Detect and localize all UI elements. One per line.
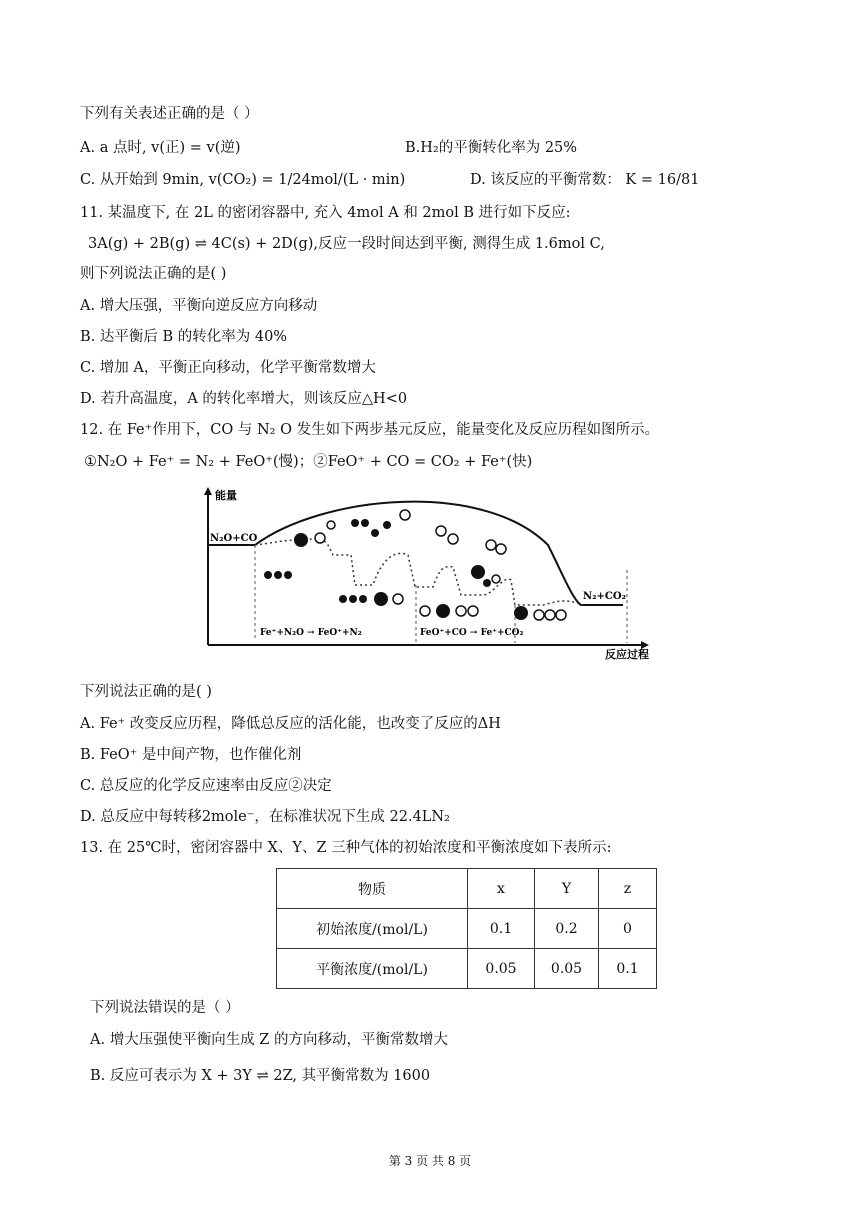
energy-axis-arrow bbox=[204, 487, 212, 495]
step2-label: FeO⁺+CO → Fe⁺+CO₂ bbox=[420, 628, 524, 638]
table-header-cell: z bbox=[599, 869, 657, 909]
q10-option-d: D. 该反应的平衡常数： K = 16/81 bbox=[470, 172, 700, 188]
start-label: N₂O+CO bbox=[210, 533, 258, 544]
table-cell: 平衡浓度/(mol/L) bbox=[277, 949, 468, 989]
q10-option-b: B.H₂的平衡转化率为 25% bbox=[405, 140, 578, 156]
q12-stem: 12. 在 Fe⁺作用下，CO 与 N₂ O 发生如下两步基元反应，能量变化及反应历程如图所示。 bbox=[80, 422, 660, 438]
energy-diagram bbox=[203, 485, 653, 663]
table-header-cell: x bbox=[468, 869, 535, 909]
q13-prompt: 下列说法错误的是（ ） bbox=[90, 1000, 240, 1016]
q12-option-c: C. 总反应的化学反应速率由反应②决定 bbox=[80, 778, 332, 794]
table-header-cell: Y bbox=[535, 869, 599, 909]
q12-option-a: A. Fe⁺ 改变反应历程，降低总反应的活化能，也改变了反应的ΔH bbox=[80, 716, 501, 732]
table-row bbox=[277, 909, 657, 949]
table-cell: 0.1 bbox=[468, 909, 535, 949]
step1-label: Fe⁺+N₂O → FeO⁺+N₂ bbox=[260, 628, 362, 638]
page-footer: 第 3 页 共 8 页 bbox=[388, 1154, 472, 1168]
concentration-table bbox=[276, 868, 657, 989]
q10-prompt: 下列有关表述正确的是（ ） bbox=[80, 106, 259, 122]
energy-axis-label: 能量 bbox=[215, 489, 237, 502]
q12-equations: ①N₂O + Fe⁺ = N₂ + FeO⁺(慢)；②FeO⁺ + CO = CO₂ + Fe⁺(快) bbox=[84, 454, 533, 470]
q12-prompt: 下列说法正确的是( ) bbox=[80, 684, 212, 700]
q12-option-b: B. FeO⁺ 是中间产物，也作催化剂 bbox=[80, 747, 302, 763]
table-cell: 初始浓度/(mol/L) bbox=[277, 909, 468, 949]
table-cell: 0.05 bbox=[468, 949, 535, 989]
q11-prompt: 则下列说法正确的是( ) bbox=[80, 266, 227, 282]
q11-option-c: C. 增加 A，平衡正向移动，化学平衡常数增大 bbox=[80, 360, 376, 376]
table-row bbox=[277, 949, 657, 989]
table-cell: 0.1 bbox=[599, 949, 657, 989]
catalyzed-pathway bbox=[255, 539, 583, 605]
q11-stem: 11. 某温度下, 在 2L 的密闭容器中, 充入 4mol A 和 2mol B 进行如下反应: bbox=[80, 205, 571, 221]
q11-option-b: B. 达平衡后 B 的转化率为 40% bbox=[80, 329, 288, 345]
q10-option-a: A. a 点时, v(正) = v(逆) bbox=[80, 140, 241, 156]
uncatalyzed-curve bbox=[208, 502, 623, 605]
q12-option-d: D. 总反应中每转移2mole⁻，在标准状况下生成 22.4LN₂ bbox=[80, 809, 450, 825]
table-header-row bbox=[277, 869, 657, 909]
table-cell: 0 bbox=[599, 909, 657, 949]
q13-option-a: A. 增大压强使平衡向生成 Z 的方向移动，平衡常数增大 bbox=[90, 1032, 448, 1048]
table-header-cell: 物质 bbox=[277, 869, 468, 909]
process-axis-label: 反应过程 bbox=[605, 648, 649, 661]
q11-option-a: A. 增大压强，平衡向逆反应方向移动 bbox=[80, 298, 318, 314]
q10-option-c: C. 从开始到 9min, v(CO₂) = 1/24mol/(L · min) bbox=[80, 172, 406, 188]
q13-stem: 13. 在 25℃时，密闭容器中 X、Y、Z 三种气体的初始浓度和平衡浓度如下表所示: bbox=[80, 840, 612, 856]
molecule-illustrations bbox=[264, 510, 566, 620]
q11-equation: 3A(g) + 2B(g) ⇌ 4C(s) + 2D(g),反应一段时间达到平衡, 测得生成 1.6mol C, bbox=[88, 236, 605, 252]
q11-option-d: D. 若升高温度，A 的转化率增大，则该反应△H<0 bbox=[80, 391, 408, 407]
table-cell: 0.05 bbox=[535, 949, 599, 989]
q13-option-b: B. 反应可表示为 X + 3Y ⇌ 2Z, 其平衡常数为 1600 bbox=[90, 1068, 431, 1084]
end-label: N₂+CO₂ bbox=[583, 591, 626, 602]
table-cell: 0.2 bbox=[535, 909, 599, 949]
